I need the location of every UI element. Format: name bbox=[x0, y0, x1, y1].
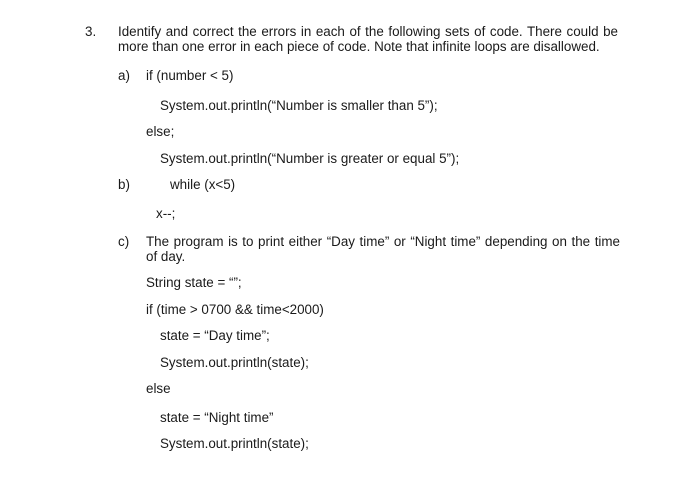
question-intro: Identify and correct the errors in each of the following sets of code. There could be more than one error in each piece of code. Note that infinite loops are disallowed. bbox=[118, 24, 618, 54]
part-a-code-line: if (number < 5) bbox=[146, 68, 234, 83]
question-number: 3. bbox=[85, 24, 97, 39]
part-c-code-line: if (time > 0700 && time<2000) bbox=[146, 302, 324, 317]
part-c-code-line: state = “Night time” bbox=[160, 410, 274, 425]
part-a-code-line: else; bbox=[146, 124, 175, 139]
part-a-label: a) bbox=[118, 68, 130, 83]
part-c-code-line: else bbox=[146, 381, 171, 396]
part-b-label: b) bbox=[118, 177, 130, 192]
part-c-code-line: System.out.println(state); bbox=[160, 355, 309, 370]
part-a-code-line: System.out.println(“Number is smaller than 5”); bbox=[160, 98, 438, 113]
part-b-code-line: while (x<5) bbox=[170, 177, 236, 192]
part-c-code-line: state = “Day time”; bbox=[160, 328, 270, 343]
part-c-label: c) bbox=[118, 234, 130, 249]
part-c-code-line: String state = “”; bbox=[146, 275, 242, 290]
part-a-code-line: System.out.println(“Number is greater or equal 5”); bbox=[160, 151, 460, 166]
part-b-code-line: x--; bbox=[156, 206, 176, 221]
part-c-code-line: System.out.println(state); bbox=[160, 436, 309, 451]
part-c-description: The program is to print either “Day time” or “Night time” depending on the time of day. bbox=[146, 234, 620, 264]
